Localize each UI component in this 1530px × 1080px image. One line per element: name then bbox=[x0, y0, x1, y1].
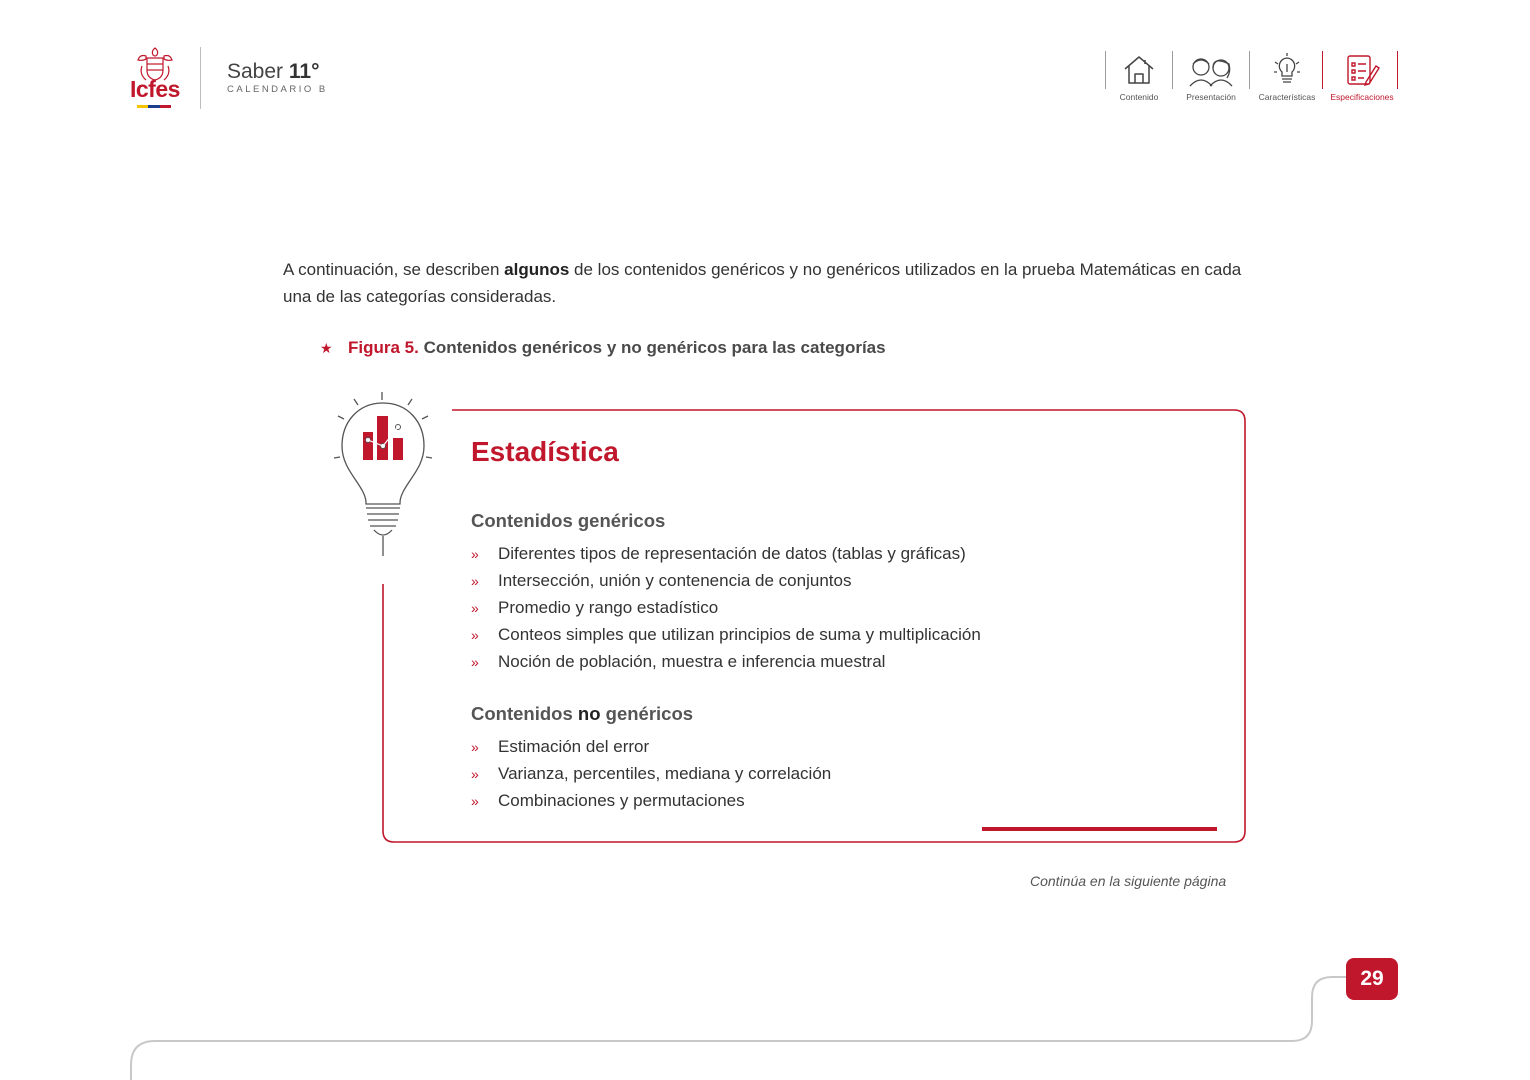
home-icon bbox=[1121, 52, 1157, 88]
nav-especificaciones[interactable]: Especificaciones bbox=[1322, 52, 1402, 102]
list-item: » Noción de población, muestra e inferencia muestral bbox=[471, 652, 886, 671]
nav-contenido[interactable]: Contenido bbox=[1099, 52, 1179, 102]
list-item: » Intersección, unión y contenencia de conjuntos bbox=[471, 571, 852, 590]
list-item: » Conteos simples que utilizan principios de suma y multiplicación bbox=[471, 625, 981, 644]
star-icon: ★ bbox=[320, 340, 333, 356]
nav-presentacion[interactable]: Presentación bbox=[1171, 52, 1251, 102]
people-icon bbox=[1187, 52, 1235, 88]
exam-subtitle: CALENDARIO B bbox=[227, 84, 328, 95]
list-item: » Promedio y rango estadístico bbox=[471, 598, 719, 617]
figure-caption: Figura 5. Contenidos genéricos y no genéricos para las categorías bbox=[348, 338, 886, 357]
list-item: » Estimación del error bbox=[471, 737, 650, 756]
intro-paragraph: A continuación, se describen algunos de los contenidos genéricos y no genéricos utilizados en la prueba Matemáticas en cada una de las categorías consideradas. bbox=[283, 260, 1242, 306]
list-item: » Varianza, percentiles, mediana y correlación bbox=[471, 764, 832, 783]
exam-title: Saber 11° bbox=[227, 60, 320, 83]
flag-stripe bbox=[137, 105, 171, 108]
card-accent-bar bbox=[982, 827, 1217, 831]
checklist-icon bbox=[1342, 52, 1382, 88]
nongeneric-contents-title: Contenidos no genéricos bbox=[471, 703, 694, 724]
header-divider bbox=[200, 47, 201, 109]
generic-contents-title: Contenidos genéricos bbox=[471, 510, 666, 531]
page-number: 29 bbox=[1346, 958, 1398, 1000]
list-item: » Combinaciones y permutaciones bbox=[471, 791, 745, 810]
generic-contents-list bbox=[471, 540, 981, 675]
logo-wordmark: Icfes bbox=[130, 76, 180, 102]
card-title: Estadística bbox=[471, 436, 619, 467]
nav-caracteristicas[interactable]: Características bbox=[1247, 52, 1327, 102]
continue-note: Continúa en la siguiente página bbox=[1030, 873, 1227, 889]
list-item: » Diferentes tipos de representación de datos (tablas y gráficas) bbox=[471, 544, 966, 563]
lightbulb-chart-icon bbox=[330, 388, 440, 560]
lightbulb-icon bbox=[1269, 52, 1305, 88]
nongeneric-contents-list bbox=[471, 733, 831, 814]
